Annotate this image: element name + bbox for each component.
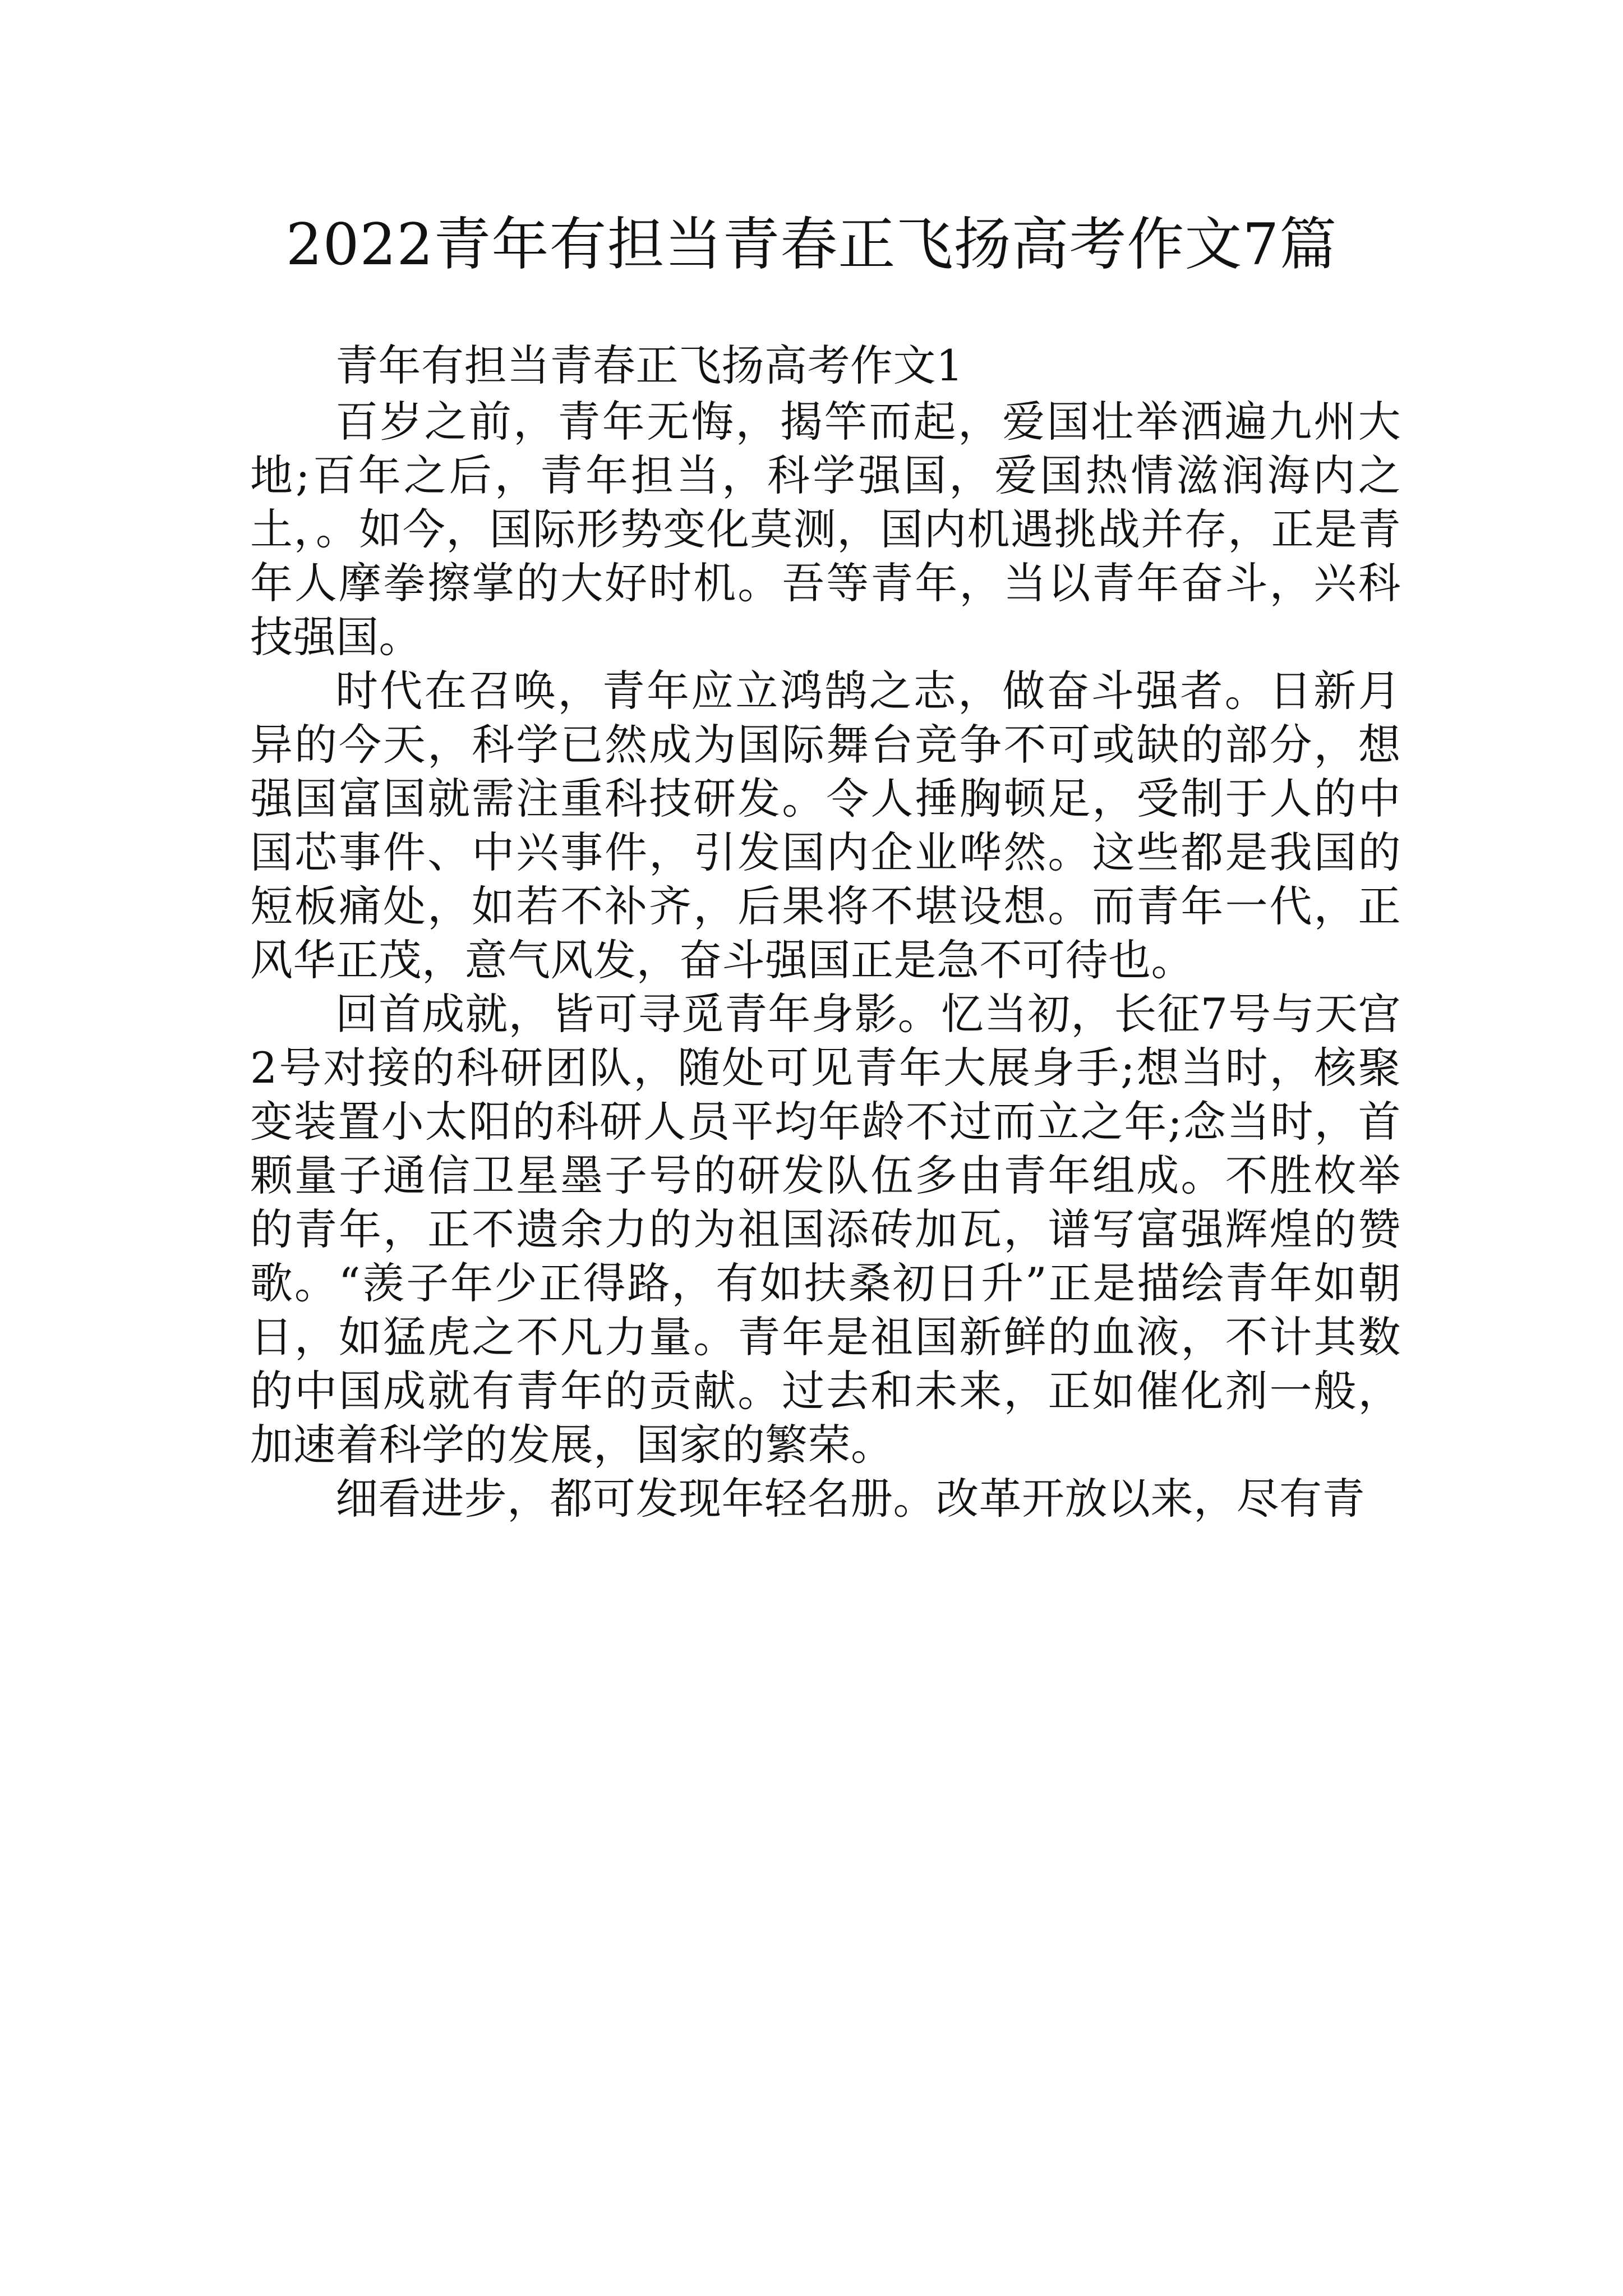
paragraph-4: 细看进步，都可发现年轻名册。改革开放以来，尽有青 [335, 1474, 1365, 1524]
section-heading: 青年有担当青春正飞扬高考作文1 [335, 341, 963, 390]
document-title: 2022青年有担当青春正飞扬高考作文7篇 [285, 211, 1338, 278]
paragraph-1: 百岁之前，青年无悔，揭竿而起，爱国壮举洒遍九州大地;百年之后，青年担当，科学强国，爱国热情滋润海内之土，。如今，国际形势变化莫测，国内机遇挑战并存，正是青年人摩拳擦掌的大好时机。吾等青年，当以青年奋斗，兴科技强国。 [250, 397, 1401, 662]
document-body [250, 339, 1401, 1526]
paragraph-2: 时代在召唤，青年应立鸿鹄之志，做奋斗强者。日新月异的今天，科学已然成为国际舞台竞争不可或缺的部分，想强国富国就需注重科技研发。令人捶胸顿足，受制于人的中国芯事件、中兴事件，引发国内企业哗然。这些都是我国的短板痛处，如若不补齐，后果将不堪设想。而青年一代，正风华正茂，意气风发，奋斗强国正是急不可待也。 [250, 666, 1401, 985]
paragraph-3: 回首成就，皆可寻觅青年身影。忆当初，长征7号与天宫2号对接的科研团队，随处可见青年大展身手;想当时，核聚变装置小太阳的科研人员平均年龄不过而立之年;念当时，首颗量子通信卫星墨子号的研发队伍多由青年组成。不胜枚举的青年，正不遗余力的为祖国添砖加瓦，谱写富强辉煌的赞歌。“羡子年少正得路，有如扶桑初日升”正是描绘青年如朝日，如猛虎之不凡力量。青年是祖国新鲜的血液，不计其数的中国成就有青年的贡献。过去和未来，正如催化剂一般，加速着科学的发展，国家的繁荣。 [250, 989, 1401, 1470]
